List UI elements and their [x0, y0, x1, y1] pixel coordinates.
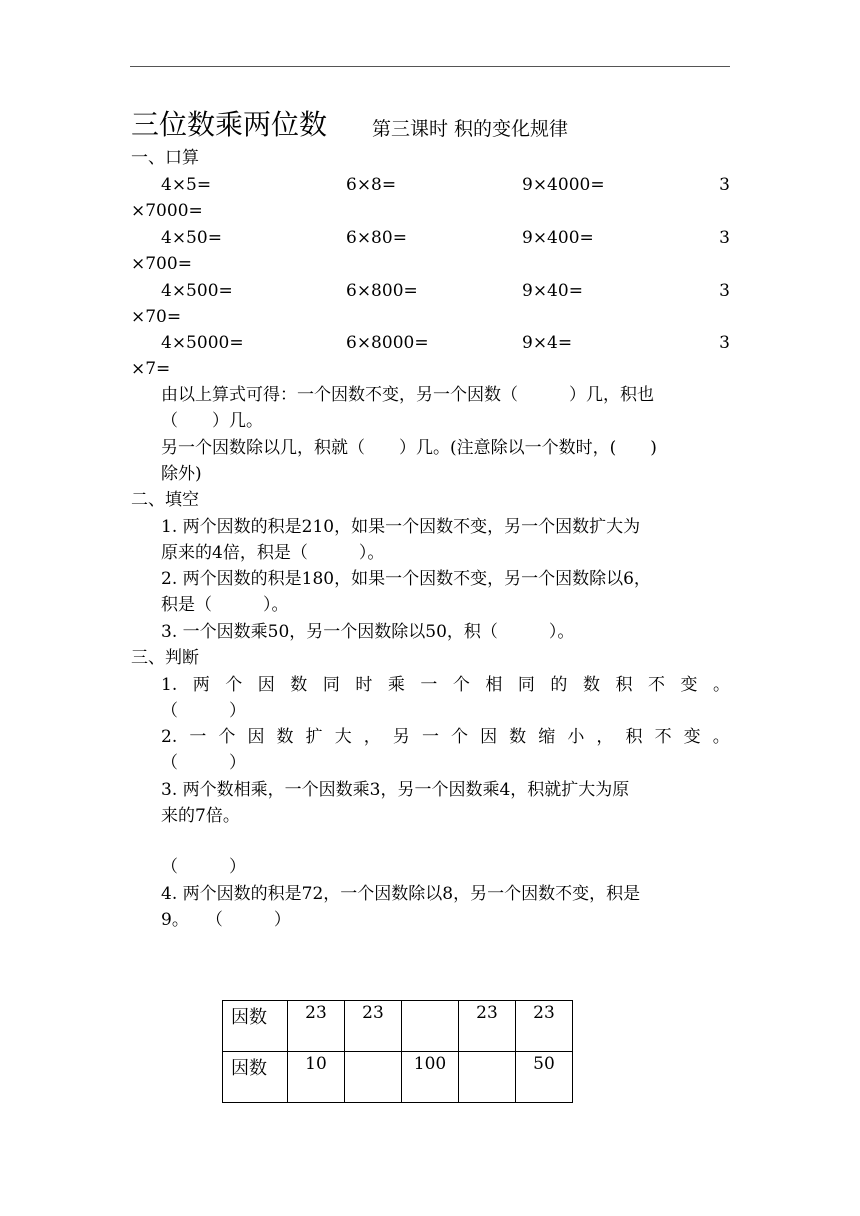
judge-char: 一 — [421, 727, 439, 747]
rule-text: 另一个因数除以几，积就（ ）几。(注意除以一个数时，( ) — [161, 438, 657, 458]
judge-char: 数 — [276, 727, 294, 747]
oral-item: 4×5= — [161, 175, 212, 195]
table-cell: 50 — [516, 1052, 573, 1103]
judge-char: 大 — [334, 727, 352, 747]
table-row — [223, 1052, 573, 1103]
fill-question: 1. 两个因数的积是210，如果一个因数不变，另一个因数扩大为 — [161, 517, 641, 537]
judge-answer-blank: （ ） — [161, 753, 246, 773]
judge-answer-blank: （ ） — [161, 857, 246, 877]
judge-char: 2. — [161, 727, 178, 747]
judge-char: 。 — [712, 727, 730, 747]
judge-char: 乘 — [387, 675, 405, 695]
judge-char: 同 — [322, 675, 340, 695]
judge-answer-blank: （ ） — [161, 701, 246, 721]
table-cell — [345, 1052, 402, 1103]
oral-item: 3 — [719, 228, 730, 248]
judge-char: 一 — [189, 727, 207, 747]
table-cell: 23 — [345, 1001, 402, 1052]
judge-char: 积 — [625, 727, 643, 747]
fill-question: 原来的4倍，积是（ ）。 — [161, 543, 385, 563]
judge-char: 变 — [680, 675, 698, 695]
judge-char: 的 — [550, 675, 568, 695]
judge-char: 数 — [290, 675, 308, 695]
judge-char: 小 — [567, 727, 585, 747]
oral-item-wrap: ×7= — [131, 359, 171, 379]
oral-item: 6×8= — [346, 175, 397, 195]
judge-question-4-cont: 9。 （ ） — [161, 910, 291, 930]
section-heading-fill: 二、填空 — [131, 490, 199, 510]
judge-question-1 — [161, 674, 730, 696]
judge-char: 变 — [683, 727, 701, 747]
judge-question-3-cont: 来的7倍。 — [161, 806, 240, 826]
judge-char: 积 — [615, 675, 633, 695]
judge-char: 一 — [420, 675, 438, 695]
judge-char: 。 — [713, 675, 730, 695]
judge-question-4: 4. 两个因数的积是72，一个因数除以8，另一个因数不变，积是 — [161, 884, 641, 904]
oral-item: 9×40= — [522, 281, 583, 301]
table-cell: 23 — [516, 1001, 573, 1052]
judge-char: 1. — [161, 675, 178, 695]
judge-char: 数 — [582, 675, 600, 695]
judge-char: 因 — [257, 675, 275, 695]
oral-item: 6×8000= — [346, 333, 429, 353]
rule-text: 由以上算式可得：一个因数不变，另一个因数（ ）几，积也 — [161, 385, 654, 405]
oral-item-wrap: ×7000= — [131, 201, 203, 221]
table-row — [223, 1001, 573, 1052]
table-cell-header: 因数 — [223, 1001, 288, 1052]
table-cell: 100 — [402, 1052, 459, 1103]
table-cell — [402, 1001, 459, 1052]
oral-item: 3 — [719, 175, 730, 195]
page-subtitle: 第三课时 积的变化规律 — [372, 118, 569, 140]
oral-item: 6×800= — [346, 281, 418, 301]
fill-question: 2. 两个因数的积是180，如果一个因数不变，另一个因数除以6， — [161, 569, 651, 589]
judge-question-2 — [161, 726, 730, 748]
section-heading-oral: 一、口算 — [131, 148, 199, 168]
judge-char: 扩 — [305, 727, 323, 747]
oral-item: 9×400= — [522, 228, 594, 248]
oral-item: 4×5000= — [161, 333, 244, 353]
judge-char: 两 — [192, 675, 210, 695]
factor-table — [222, 1000, 573, 1103]
judge-char: 缩 — [538, 727, 556, 747]
judge-char: 时 — [355, 675, 373, 695]
rule-text: 除外) — [161, 464, 202, 484]
judge-char: 数 — [509, 727, 527, 747]
judge-char: 个 — [452, 675, 470, 695]
oral-item: 4×500= — [161, 281, 233, 301]
oral-item: 3 — [719, 333, 730, 353]
judge-char: ， — [596, 727, 614, 747]
judge-question-3: 3. 两个数相乘，一个因数乘3，另一个因数乘4，积就扩大为原 — [161, 780, 630, 800]
judge-char: 因 — [480, 727, 498, 747]
table-cell — [459, 1052, 516, 1103]
judge-char: 相 — [485, 675, 503, 695]
oral-item: 6×80= — [346, 228, 407, 248]
section-heading-judge: 三、判断 — [131, 648, 199, 668]
oral-item: 3 — [719, 281, 730, 301]
oral-item: 9×4000= — [522, 175, 605, 195]
table-cell: 23 — [288, 1001, 345, 1052]
judge-char: 个 — [225, 675, 243, 695]
fill-question: 3. 一个因数乘50，另一个因数除以50，积（ ）。 — [161, 622, 575, 642]
table-cell: 10 — [288, 1052, 345, 1103]
oral-item: 9×4= — [522, 333, 573, 353]
judge-char: 不 — [647, 675, 665, 695]
judge-char: 因 — [247, 727, 265, 747]
oral-item-wrap: ×700= — [131, 254, 192, 274]
oral-item-wrap: ×70= — [131, 307, 182, 327]
judge-char: 同 — [517, 675, 535, 695]
table-cell: 23 — [459, 1001, 516, 1052]
judge-char: 另 — [392, 727, 410, 747]
rule-text: （ ）几。 — [161, 411, 263, 431]
page-title: 三位数乘两位数 — [131, 108, 328, 141]
judge-char: ， — [363, 727, 381, 747]
top-rule — [130, 66, 730, 67]
judge-char: 个 — [218, 727, 236, 747]
oral-item: 4×50= — [161, 228, 222, 248]
table-cell-header: 因数 — [223, 1052, 288, 1103]
fill-question: 积是（ ）。 — [161, 595, 289, 615]
judge-char: 不 — [654, 727, 672, 747]
judge-char: 个 — [451, 727, 469, 747]
